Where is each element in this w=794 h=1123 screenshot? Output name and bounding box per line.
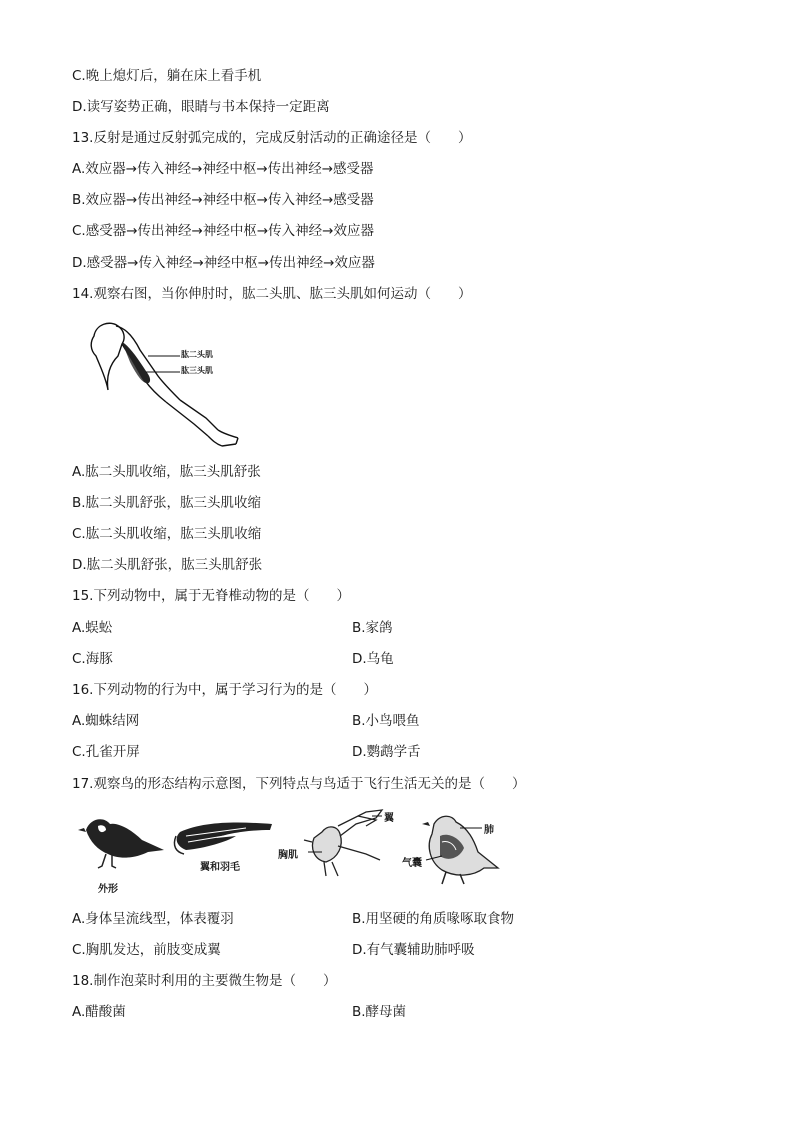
q16-option-c: C.孔雀开屏	[72, 744, 140, 760]
wing-feather-caption: 翼和羽毛	[200, 862, 240, 873]
skeleton-sketch	[304, 810, 382, 876]
q15-option-b: B.家鸽	[352, 620, 393, 636]
biceps-label: 肱二头肌	[181, 350, 213, 359]
q18-option-a: A.醋酸菌	[72, 1004, 126, 1020]
q15-option-a: A.蜈蚣	[72, 620, 113, 636]
lung-label: 肺	[484, 825, 494, 836]
q12-option-c: C.晚上熄灯后，躺在床上看手机	[72, 68, 262, 84]
air-sac-label: 气囊	[402, 858, 422, 869]
q15-option-c: C.海豚	[72, 651, 113, 667]
q15-stem: 15.下列动物中，属于无脊椎动物的是（ ）	[72, 588, 350, 604]
q14-stem: 14.观察右图，当你伸肘时，肱二头肌、肱三头肌如何运动（ ）	[72, 286, 472, 302]
q16-option-b: B.小鸟喂鱼	[352, 713, 420, 729]
q16-stem: 16.下列动物的行为中，属于学习行为的是（ ）	[72, 682, 377, 698]
q13-stem: 13.反射是通过反射弧完成的，完成反射活动的正确途径是（ ）	[72, 130, 472, 146]
chest-muscle-label: 胸肌	[278, 850, 298, 861]
q13-option-d: D.感受器→传入神经→神经中枢→传出神经→效应器	[72, 255, 375, 271]
q12-option-d: D.读写姿势正确，眼睛与书本保持一定距离	[72, 99, 330, 115]
q18-option-b: B.酵母菌	[352, 1004, 407, 1020]
q18-stem: 18.制作泡菜时利用的主要微生物是（ ）	[72, 973, 337, 989]
outer-shape-caption: 外形	[98, 884, 118, 895]
q17-option-b: B.用坚硬的角质喙啄取食物	[352, 911, 515, 927]
wing-label: 翼	[384, 813, 394, 824]
sparrow-sketch	[78, 819, 164, 868]
q14-option-d: D.肱二头肌舒张，肱三头肌舒张	[72, 557, 263, 573]
triceps-label: 肱三头肌	[181, 366, 213, 375]
q17-option-c: C.胸肌发达，前肢变成翼	[72, 942, 221, 958]
arm-diagram	[86, 316, 246, 450]
wing-sketch	[174, 822, 272, 854]
q14-option-b: B.肱二头肌舒张，肱三头肌收缩	[72, 495, 262, 511]
q17-option-d: D.有气囊辅助肺呼吸	[352, 942, 475, 958]
q13-option-c: C.感受器→传出神经→神经中枢→传入神经→效应器	[72, 223, 374, 239]
q17-stem: 17.观察鸟的形态结构示意图，下列特点与鸟适于飞行生活无关的是（ ）	[72, 776, 526, 792]
q13-option-b: B.效应器→传出神经→神经中枢→传入神经→感受器	[72, 192, 374, 208]
q17-option-a: A.身体呈流线型，体表覆羽	[72, 911, 234, 927]
q13-option-a: A.效应器→传入神经→神经中枢→传出神经→感受器	[72, 161, 374, 177]
q16-option-d: D.鹦鹉学舌	[352, 744, 421, 760]
bird-structure-figure	[76, 806, 516, 898]
q14-option-c: C.肱二头肌收缩，肱三头肌收缩	[72, 526, 262, 542]
arm-muscle-figure	[86, 316, 246, 450]
q15-option-d: D.乌龟	[352, 651, 394, 667]
q14-option-a: A.肱二头肌收缩，肱三头肌舒张	[72, 464, 261, 480]
q16-option-a: A.蜘蛛结网	[72, 713, 140, 729]
